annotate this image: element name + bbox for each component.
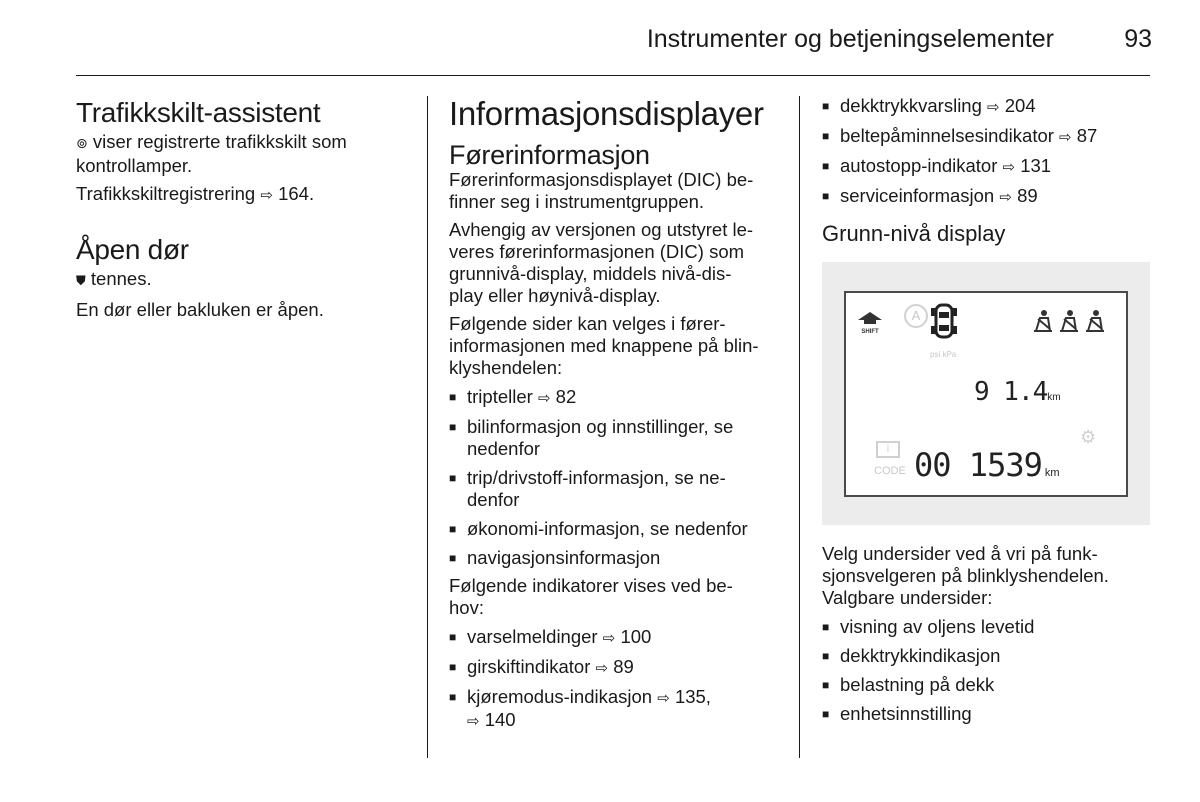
- column-3: [822, 95, 1152, 248]
- list-item: ■ dekktrykkindikasjon: [822, 645, 1152, 667]
- sub-heading-basic-display: Grunn-nivå display: [822, 221, 1006, 246]
- page-ref-arrow-icon: ⇨: [537, 389, 551, 407]
- basic-display-illustration: [822, 262, 1150, 525]
- column-divider-2: [799, 96, 800, 758]
- open-door-paragraph: ⛊ tennes.: [76, 268, 152, 289]
- list-item: ■ bilinformasjon og innstillinger, se nedenfor: [449, 416, 789, 460]
- list-item: ■ beltepåminnelsesindikator ⇨ 87: [822, 125, 1152, 148]
- info-book-icon: i: [876, 441, 900, 458]
- page-ref-arrow-icon: ⇨: [1059, 128, 1072, 146]
- pressure-unit-label: psi kPa: [930, 350, 957, 359]
- column-3-lower: [822, 543, 1152, 725]
- page-ref-arrow-icon: ⇨: [987, 98, 1000, 116]
- traffic-sign-icon: ⊚: [76, 136, 88, 152]
- list-item: ■ serviceinformasjon ⇨ 89: [822, 185, 1152, 208]
- section-heading-open-door: Åpen dør: [76, 234, 189, 265]
- shift-indicator-icon: SHIFT: [858, 311, 882, 329]
- header-rule: [76, 75, 1150, 76]
- service-icon: ⚙: [1080, 427, 1097, 448]
- list-item: ■ autostopp-indikator ⇨ 131: [822, 155, 1152, 178]
- list-item: ■ kjøremodus-indikasjon ⇨ 135, ⇨ 140: [449, 686, 789, 732]
- list-item: ■ dekktrykkvarsling ⇨ 204: [822, 95, 1152, 118]
- traffic-sign-recognition-ref: Trafikkskiltregistrering ⇨ 164.: [76, 183, 315, 204]
- page-ref-arrow-icon: ⇨: [602, 629, 616, 647]
- paragraph-selectable-pages: Følgende sider kan velges i fører- informasjonen med knappene på blin- klyshendelen:: [449, 313, 759, 378]
- list-item: ■ varselmeldinger ⇨ 100: [449, 626, 789, 649]
- list-item: ■ økonomi-informasjon, se nedenfor: [449, 518, 789, 540]
- page-ref-arrow-icon: ⇨: [657, 689, 670, 707]
- odometer-display: 00 1539 km: [914, 446, 1060, 484]
- page-list: [449, 386, 789, 569]
- code-label: CODE: [874, 465, 906, 477]
- subpage-list: [822, 616, 1152, 725]
- running-header-title: Instrumenter og betjeningselementer: [646, 25, 1054, 53]
- page-ref-arrow-icon: ⇨: [260, 186, 273, 204]
- tyre-pressure-car-icon: [931, 303, 957, 344]
- page-ref-arrow-icon: ⇨: [467, 712, 480, 730]
- page-ref-arrow-icon: ⇨: [1002, 158, 1016, 176]
- paragraph-dic-versions: Avhengig av versjonen og utstyret le- veres førerinformasjonen (DIC) som grunnivå-display, middels nivå-dis- play eller høynivå-display.: [449, 219, 754, 306]
- list-item: ■ navigasjonsinformasjon: [449, 547, 789, 569]
- indicator-list: [449, 626, 789, 732]
- list-item: ■ tripteller ⇨ 82: [449, 386, 789, 409]
- seatbelt-icon: [1084, 309, 1106, 333]
- paragraph-subpages: Velg undersider ved å vri på funk- sjonsvelgeren på blinklyshendelen. Valgbare undersider:: [822, 543, 1109, 608]
- list-item: ■ girskiftindikator ⇨ 89: [449, 656, 789, 679]
- list-item: ■ visning av oljens levetid: [822, 616, 1152, 638]
- paragraph-indicators: Følgende indikatorer vises ved be- hov:: [449, 575, 733, 618]
- section-heading-traffic-sign: Trafikkskilt-assistent: [76, 97, 321, 128]
- open-door-description: En dør eller bakluken er åpen.: [76, 299, 324, 320]
- column-divider-1: [427, 96, 428, 758]
- list-item: ■ trip/drivstoff-informasjon, se ne- denfor: [449, 467, 789, 511]
- autostop-icon: A: [904, 304, 928, 328]
- column-1: [76, 96, 406, 321]
- seatbelt-icons: [1032, 309, 1106, 333]
- page-ref-arrow-icon: ⇨: [999, 188, 1012, 206]
- paragraph-dic-location: Førerinformasjonsdisplayet (DIC) be- finner seg i instrumentgruppen.: [449, 169, 754, 212]
- page-number: 93: [1124, 25, 1152, 53]
- indicator-list-continued: [822, 95, 1152, 208]
- column-2: [449, 94, 789, 732]
- open-door-icon: ⛊: [76, 273, 86, 288]
- list-item: ■ belastning på dekk: [822, 674, 1152, 696]
- list-item: ■ enhetsinnstilling: [822, 703, 1152, 725]
- lcd-screen: [844, 291, 1128, 497]
- sub-heading-driver-info: Førerinformasjon: [449, 140, 650, 170]
- seatbelt-icon: [1032, 309, 1054, 333]
- chapter-heading: Informasjonsdisplayer: [449, 95, 764, 132]
- page-ref-arrow-icon: ⇨: [595, 659, 609, 677]
- seatbelt-icon: [1058, 309, 1080, 333]
- trip-display: 9 1.4km: [974, 377, 1061, 407]
- traffic-sign-paragraph: ⊚ viser registrerte trafikkskilt som kontrollamper.: [76, 131, 347, 176]
